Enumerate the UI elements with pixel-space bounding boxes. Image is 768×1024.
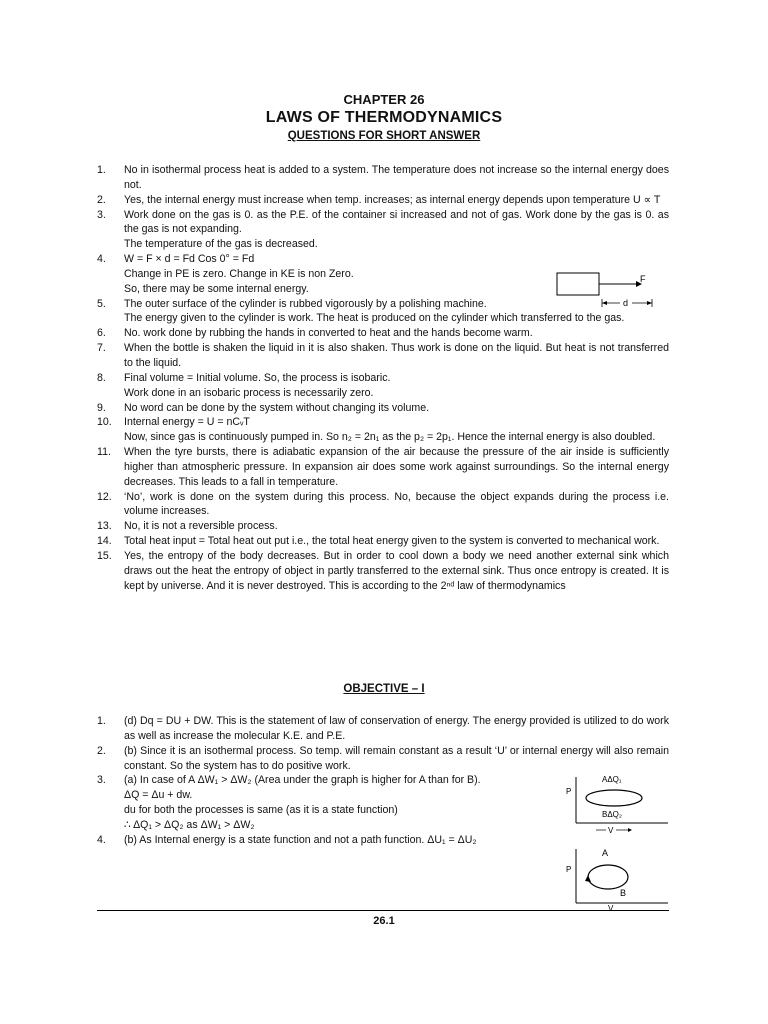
y-axis-label: P — [566, 787, 572, 796]
chapter-label: CHAPTER 26 — [343, 92, 425, 107]
short-answer-item-number: 14. — [97, 535, 112, 548]
point-a-label: A — [602, 848, 609, 858]
objective-item-text: ∴ ΔQ₁ > ΔQ₂ as ΔW₁ > ΔW₂ — [124, 818, 255, 831]
short-answer-item-text: When the bottle is shaken the liquid in it is also shaken. Thus work is done on the liquid. But heat is not transferred to the liquid. — [124, 342, 669, 369]
objective-item-text: (b) As Internal energy is a state function and not a path function. ΔU₁ = ΔU₂ — [124, 833, 477, 846]
y-axis-label: P — [566, 865, 572, 874]
short-answer-item-number: 9. — [97, 401, 106, 414]
block-force-figure — [552, 271, 672, 309]
short-answer-item-text: Work done in an isobaric process is necessarily zero. — [124, 386, 374, 399]
short-answer-item-number: 12. — [97, 490, 112, 503]
cycle-ellipse — [586, 790, 642, 806]
short-answer-item-number: 7. — [97, 342, 106, 355]
short-answer-item-number: 6. — [97, 327, 106, 340]
objective-item-text: ΔQ = Δu + dw. — [124, 789, 193, 802]
short-answer-item-text: Total heat input = Total heat out put i.e., the total heat energy given to the system is converted to mechanical work. — [124, 535, 660, 548]
short-answer-item — [97, 193, 669, 208]
short-answer-item — [97, 163, 669, 193]
objective-item-number: 3. — [97, 774, 106, 787]
short-answer-item — [97, 341, 669, 371]
short-answer-item — [97, 208, 669, 253]
short-answer-item-number: 3. — [97, 208, 106, 221]
objective-item — [97, 744, 669, 774]
short-answer-item-text: Yes, the entropy of the body decreases. But in order to cool down a body we need another external sink which draws out the heat the entropy of object in partly transferred to the external sink. Thus once entropy is created. It is kept by universe. And it is never destroyed. This is according to the 2ⁿᵈ law of thermodynamics — [124, 549, 669, 592]
short-answer-item-number: 1. — [97, 164, 106, 176]
short-answer-item-text: No. work done by rubbing the hands in converted to heat and the hands become warm. — [124, 327, 533, 340]
short-answer-item-text: No in isothermal process heat is added to a system. The temperature does not increase so the internal energy does not. — [124, 164, 669, 191]
short-answer-item-number: 4. — [97, 253, 106, 266]
short-answer-item-number: 11. — [97, 446, 111, 459]
short-answer-item-text: Work done on the gas is 0. as the P.E. of the container si increased and not of gas. Work done by the gas is 0. as the gas is not expanding. — [124, 208, 669, 236]
block-shape — [557, 273, 599, 295]
short-answer-item — [97, 519, 669, 534]
short-answer-item-number: 5. — [97, 297, 106, 310]
short-answer-item — [97, 549, 669, 594]
objective-item-number: 1. — [97, 715, 106, 727]
short-answer-item-number: 15. — [97, 549, 112, 562]
objective-item-number: 2. — [97, 744, 106, 757]
short-answer-item-text: Internal energy = U = nCᵥT — [124, 416, 250, 429]
short-answer-item-text: So, there may be some internal energy. — [124, 282, 309, 295]
force-label: F — [640, 274, 646, 284]
x-axis-label: V — [608, 904, 614, 911]
pv-graph-1 — [562, 773, 672, 835]
short-answer-item-number: 13. — [97, 520, 112, 533]
short-answer-item-text: When the tyre bursts, there is adiabatic expansion of the air because the pressure of the air inside is sufficiently higher than atmospheric pressure. In expansion air does some work against surroundings. So the internal energy decreases. This leads to a fall in temperature. — [124, 446, 669, 488]
short-answer-item-text: The outer surface of the cylinder is rubbed vigorously by a polishing machine. — [124, 297, 487, 310]
short-answer-item — [97, 415, 669, 445]
section-heading: QUESTIONS FOR SHORT ANSWER — [287, 130, 481, 142]
pv-graph-2 — [562, 845, 672, 911]
x-axis-label: V — [608, 826, 614, 835]
short-answer-item-text: No word can be done by the system without changing its volume. — [124, 401, 430, 414]
short-answer-item-text: Final volume = Initial volume. So, the process is isobaric. — [124, 371, 391, 384]
page-number: 26.1 — [373, 915, 395, 927]
short-answer-item-text: Change in PE is zero. Change in KE is non Zero. — [124, 267, 354, 280]
footer-rule — [97, 910, 669, 911]
point-b-label: B — [620, 888, 627, 898]
cycle-ellipse — [588, 865, 628, 889]
objective-item-number: 4. — [97, 833, 106, 846]
short-answer-item — [97, 445, 669, 490]
short-answer-item-text: Now, since gas is continuously pumped in. So n₂ = 2n₁ as the p₂ = 2p₁. Hence the internal energy is also doubled. — [124, 431, 656, 444]
objective-heading: OBJECTIVE – I — [343, 683, 425, 695]
short-answer-item-text: No, it is not a reversible process. — [124, 520, 278, 533]
short-answer-item-number: 8. — [97, 371, 106, 384]
short-answer-item-text: The energy given to the cylinder is work. The heat is produced on the cylinder which transferred to the gas. — [124, 312, 625, 325]
distance-label: d — [623, 298, 629, 308]
short-answer-item-text: Yes, the internal energy must increase when temp. increases; as internal energy depends upon temperature U ∝ T — [124, 193, 661, 206]
lower-label: BΔQ₂ — [602, 810, 623, 819]
short-answer-item — [97, 326, 669, 341]
short-answer-item — [97, 534, 669, 549]
upper-label: AΔQ₁ — [602, 775, 622, 784]
chapter-title: LAWS OF THERMODYNAMICS — [265, 109, 503, 126]
short-answer-item-number: 10. — [97, 416, 112, 429]
short-answer-list — [97, 163, 669, 593]
short-answer-item-number: 2. — [97, 193, 106, 206]
short-answer-item-text: W = F × d = Fd Cos 0° = Fd — [124, 253, 255, 266]
short-answer-item — [97, 401, 669, 416]
objective-item — [97, 714, 669, 744]
short-answer-item-text: ‘No’, work is done on the system during this process. No, because the object expands during the process i.e. volume increases. — [124, 490, 669, 518]
objective-item-text: (d) Dq = DU + DW. This is the statement of law of conservation of energy. The energy provided is utilized to do work as well as increase the molecular K.E. and P.E. — [124, 715, 669, 742]
short-answer-item — [97, 371, 669, 401]
objective-item-text: (a) In case of A ΔW₁ > ΔW₂ (Area under the graph is higher for A than for B). — [124, 774, 481, 787]
objective-item-text: du for both the processes is same (as it is a state function) — [124, 804, 398, 817]
short-answer-item — [97, 490, 669, 520]
objective-item-text: (b) Since it is an isothermal process. So temp. will remain constant as a result ‘U’ or internal energy will also remain constant. So the system has to do positive work. — [124, 744, 669, 772]
short-answer-item-text: The temperature of the gas is decreased. — [124, 238, 318, 251]
